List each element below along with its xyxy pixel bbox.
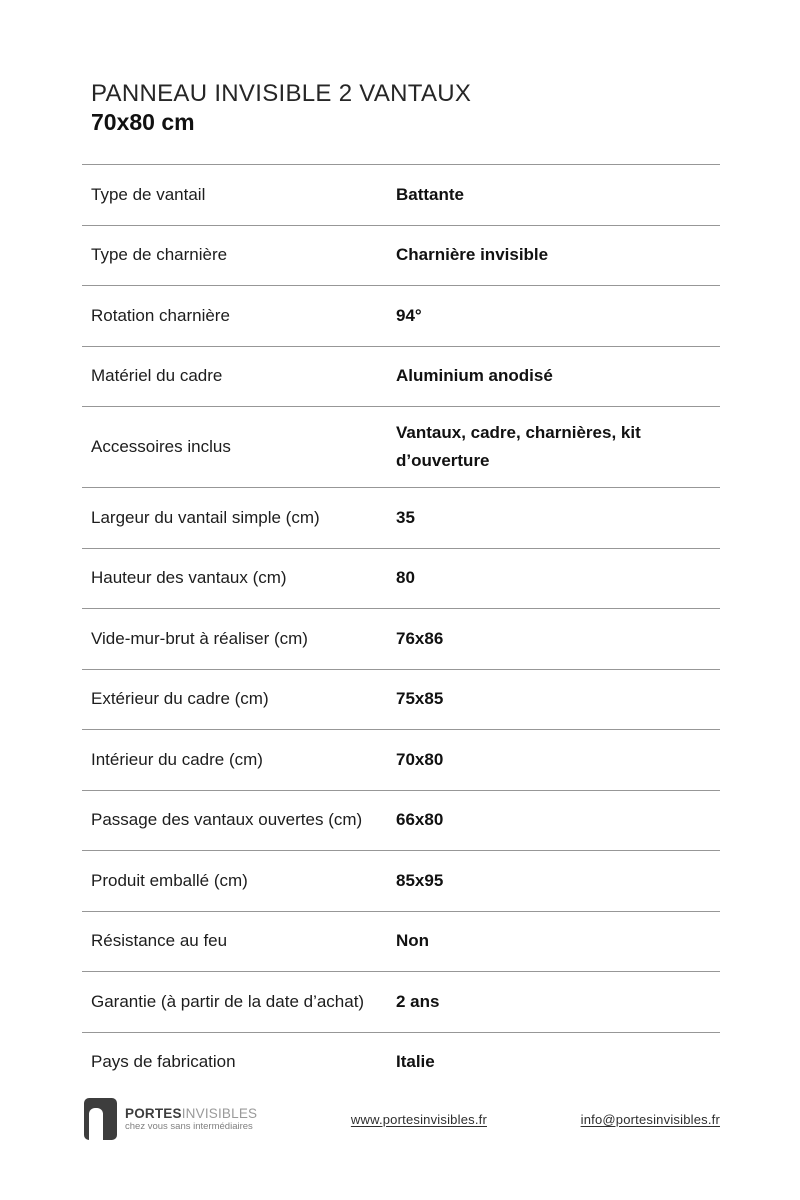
website-link[interactable]: www.portesinvisibles.fr <box>350 1111 487 1127</box>
table-row <box>82 608 720 669</box>
spec-label: Pays de fabrication <box>91 1052 236 1072</box>
spec-value: Vantaux, cadre, charnières, kit d’ouverture <box>396 423 641 470</box>
spec-label: Intérieur du cadre (cm) <box>91 749 263 769</box>
spec-label: Type de vantail <box>91 184 206 204</box>
spec-value: Italie <box>396 1052 435 1072</box>
spec-value: 94° <box>396 305 422 325</box>
spec-label: Vide-mur-brut à réaliser (cm) <box>91 628 308 648</box>
brand-text <box>125 1106 257 1133</box>
spec-label: Produit emballé (cm) <box>91 870 248 890</box>
spec-value: Non <box>396 931 430 951</box>
brand-name-bold: PORTES <box>125 1105 182 1121</box>
brand-tagline: chez vous sans intermédiaires <box>125 1120 253 1132</box>
spec-value: 35 <box>396 507 415 527</box>
table-row <box>82 225 720 286</box>
spec-label: Hauteur des vantaux (cm) <box>91 568 287 588</box>
table-row <box>82 790 720 851</box>
spec-label: Largeur du vantail simple (cm) <box>91 507 320 527</box>
brand-name-light: INVISIBLES <box>181 1105 258 1121</box>
brand-logo <box>84 1098 257 1140</box>
email-link[interactable]: info@portesinvisibles.fr <box>580 1111 720 1127</box>
page-header <box>82 0 720 137</box>
spec-value: 85x95 <box>396 870 444 890</box>
spec-value: Battante <box>396 184 465 204</box>
table-row <box>82 548 720 609</box>
spec-label: Accessoires inclus <box>91 437 231 456</box>
table-row <box>82 406 720 487</box>
spec-value: 66x80 <box>396 810 444 830</box>
spec-value: 80 <box>396 568 415 588</box>
spec-value: 2 ans <box>396 991 440 1011</box>
brand-name <box>125 1106 257 1121</box>
spec-value: 75x85 <box>396 689 444 709</box>
page-footer <box>84 1098 720 1140</box>
page-title: PANNEAU INVISIBLE 2 VANTAUX <box>91 80 472 107</box>
spec-label: Matériel du cadre <box>91 366 223 386</box>
spec-label: Passage des vantaux ouvertes (cm) <box>91 810 363 830</box>
spec-value: Aluminium anodisé <box>396 366 553 386</box>
spec-value: 70x80 <box>396 749 444 769</box>
spec-label: Garantie (à partir de la date d’achat) <box>91 991 365 1011</box>
table-row <box>82 669 720 730</box>
spec-table <box>82 164 720 1092</box>
page-subtitle: 70x80 cm <box>91 109 195 135</box>
table-row <box>82 285 720 346</box>
door-icon <box>84 1098 117 1140</box>
spec-label: Type de charnière <box>91 245 228 265</box>
spec-label: Extérieur du cadre (cm) <box>91 689 269 709</box>
table-row <box>82 346 720 407</box>
spec-label: Résistance au feu <box>91 931 228 951</box>
table-row <box>82 729 720 790</box>
table-row <box>82 971 720 1032</box>
spec-value: Charnière invisible <box>396 245 549 265</box>
spec-label: Rotation charnière <box>91 305 230 325</box>
spec-value: 76x86 <box>396 628 444 648</box>
table-row <box>82 164 720 225</box>
table-row <box>82 1032 720 1093</box>
table-row <box>82 850 720 911</box>
table-row <box>82 911 720 972</box>
table-row <box>82 487 720 548</box>
